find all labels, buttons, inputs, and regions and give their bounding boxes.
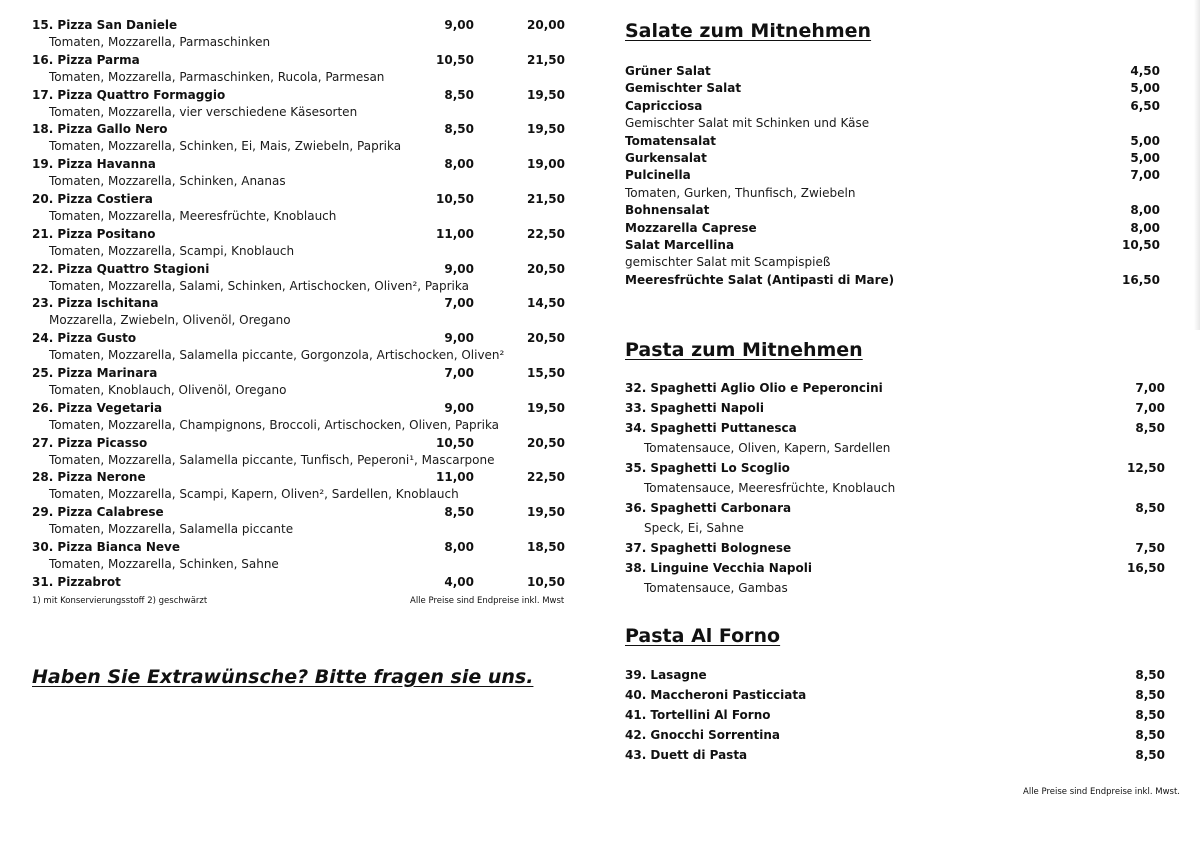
forno-price: 8,50 [1135,668,1165,682]
salad-price: 8,00 [1130,203,1160,218]
pizza-name: 16. Pizza Parma [32,52,140,67]
pizza-price-small: 8,50 [444,87,474,102]
salad-price: 16,50 [1122,272,1160,287]
pizza-description: Tomaten, Mozzarella, Parmaschinken [49,35,271,49]
pizza-price-large: 21,50 [527,52,565,67]
pasta-price: 7,00 [1135,381,1165,395]
pasta-price: 7,50 [1135,541,1165,555]
pizza-price-large: 22,50 [527,226,565,241]
pasta-heading: Pasta zum Mitnehmen [625,339,863,361]
forno-price: 8,50 [1135,688,1165,702]
pasta-name: 32. Spaghetti Aglio Olio e Peperoncini [625,381,883,395]
pizza-name: 17. Pizza Quattro Formaggio [32,87,226,102]
salad-name: Gemischter Salat [625,81,742,96]
salad-name: Tomatensalat [625,133,717,148]
salad-name: Grüner Salat [625,64,711,78]
pizza-name: 25. Pizza Marinara [32,366,158,380]
pizza-price-large: 21,50 [527,192,565,206]
pizza-description: Tomaten, Mozzarella, Salamella piccante, Gorgonzola, Artischocken, Oliven² [49,348,505,363]
salad-name: Gurkensalat [625,151,707,165]
salad-price: 10,50 [1122,238,1160,252]
forno-heading: Pasta Al Forno [625,625,781,647]
salad-description: gemischter Salat mit Scampispieß [625,255,831,270]
pasta-price: 16,50 [1127,561,1165,575]
salad-name: Meeresfrüchte Salat (Antipasti di Mare) [625,272,895,287]
pizza-description: Tomaten, Mozzarella, Schinken, Ananas [49,174,286,189]
pizza-price-large: 19,50 [527,505,565,520]
pizza-price-small: 9,00 [444,18,474,32]
pizza-description: Tomaten, Mozzarella, Schinken, Ei, Mais, Zwiebeln, Paprika [49,139,402,154]
pizza-price-large: 20,50 [527,435,565,450]
salad-price: 8,00 [1130,220,1160,235]
pizza-price-large: 20,50 [527,261,565,276]
pizza-name: 20. Pizza Costiera [32,192,153,206]
pizza-price-large: 19,50 [527,400,565,415]
pizza-description: Tomaten, Mozzarella, Schinken, Sahne [49,557,279,571]
pizza-price-large: 19,50 [527,87,565,102]
salad-price: 5,00 [1130,151,1160,165]
pizza-price-small: 8,50 [444,505,474,520]
forno-price: 8,50 [1135,708,1165,722]
pizza-price-small: 9,00 [444,400,474,415]
pasta-name: 36. Spaghetti Carbonara [625,501,792,515]
pizza-price-small: 7,00 [444,296,474,311]
pizza-description: Mozzarella, Zwiebeln, Olivenöl, Oregano [49,313,291,328]
pizza-description: Tomaten, Mozzarella, Meeresfrüchte, Knoblauch [49,209,337,223]
pizza-price-large: 19,00 [527,157,565,172]
salad-name: Capricciosa [625,98,703,113]
pizza-price-small: 8,00 [444,157,474,172]
pizza-name: 15. Pizza San Daniele [32,18,178,32]
pasta-description: Tomatensauce, Oliven, Kapern, Sardellen [644,441,891,455]
pizza-description: Tomaten, Mozzarella, Parmaschinken, Rucola, Parmesan [49,69,385,84]
pizza-name: 23. Pizza Ischitana [32,296,159,311]
pasta-price: 8,50 [1135,501,1165,515]
salad-description: Tomaten, Gurken, Thunfisch, Zwiebeln [625,185,856,200]
forno-price: 8,50 [1135,748,1165,762]
pizza-price-small: 8,50 [444,122,474,137]
salad-description: Gemischter Salat mit Schinken und Käse [625,116,870,131]
salad-price: 5,00 [1130,133,1160,148]
extra-wishes-slogan: Haben Sie Extrawünsche? Bitte fragen sie uns. [32,666,534,688]
pizza-description: Tomaten, Mozzarella, vier verschiedene Käsesorten [49,104,358,119]
pizza-name: 29. Pizza Calabrese [32,505,164,520]
salad-name: Mozzarella Caprese [625,220,757,235]
pasta-name: 35. Spaghetti Lo Scoglio [625,461,790,475]
pizza-price-small: 9,00 [444,261,474,276]
pizza-price-small: 7,00 [444,366,474,380]
pizza-name: 28. Pizza Nerone [32,470,146,485]
pasta-name: 38. Linguine Vecchia Napoli [625,561,812,575]
pizza-name: 30. Pizza Bianca Neve [32,540,181,554]
forno-name: 43. Duett di Pasta [625,748,748,762]
salad-price: 7,00 [1130,168,1160,183]
pizza-name: 19. Pizza Havanna [32,157,156,172]
pizza-name: 26. Pizza Vegetaria [32,400,163,415]
pasta-price: 12,50 [1127,461,1165,475]
pasta-description: Tomatensauce, Meeresfrüchte, Knoblauch [644,481,896,495]
forno-name: 39. Lasagne [625,668,707,682]
left-price-note: Alle Preise sind Endpreise inkl. Mwst [410,596,565,606]
pasta-name: 33. Spaghetti Napoli [625,401,765,415]
pizza-price-small: 4,00 [444,574,474,589]
pizza-price-small: 9,00 [444,331,474,346]
pizza-price-large: 14,50 [527,296,565,311]
pasta-name: 34. Spaghetti Puttanesca [625,421,797,435]
footnote-additives: 1) mit Konservierungsstoff 2) geschwärzt [32,596,208,606]
salad-price: 6,50 [1130,98,1160,113]
pizza-price-large: 20,50 [527,331,565,346]
pasta-description: Tomatensauce, Gambas [644,581,788,595]
pizza-price-small: 11,00 [436,226,474,241]
pizza-description: Tomaten, Mozzarella, Salami, Schinken, Artischocken, Oliven², Paprika [49,278,469,293]
pasta-name: 37. Spaghetti Bolognese [625,541,792,555]
pizza-name: 21. Pizza Positano [32,226,156,241]
pizza-name: 31. Pizzabrot [32,574,121,589]
pizza-price-large: 22,50 [527,470,565,485]
pizza-description: Tomaten, Knoblauch, Olivenöl, Oregano [49,383,287,397]
pizza-name: 18. Pizza Gallo Nero [32,122,168,137]
pizza-name: 24. Pizza Gusto [32,331,137,346]
pasta-description: Speck, Ei, Sahne [644,521,744,535]
pizza-price-small: 10,50 [436,192,474,206]
pizza-price-large: 18,50 [527,540,565,554]
forno-price: 8,50 [1135,728,1165,742]
salad-price: 4,50 [1130,64,1160,78]
pizza-description: Tomaten, Mozzarella, Salamella piccante, Tunfisch, Peperoni¹, Mascarpone [49,452,495,467]
forno-name: 40. Maccheroni Pasticciata [625,688,807,702]
salad-name: Salat Marcellina [625,238,735,252]
pizza-description: Tomaten, Mozzarella, Salamella piccante [49,522,294,537]
pizza-price-large: 20,00 [527,18,565,32]
pasta-price: 8,50 [1135,421,1165,435]
pizza-price-small: 10,50 [436,435,474,450]
pizza-description: Tomaten, Mozzarella, Champignons, Broccoli, Artischocken, Oliven, Paprika [49,417,500,432]
salad-name: Pulcinella [625,168,691,183]
pizza-name: 22. Pizza Quattro Stagioni [32,261,210,276]
pizza-price-small: 11,00 [436,470,474,485]
page-edge-shadow [1194,0,1200,330]
pizza-price-small: 8,00 [444,540,474,554]
pizza-price-large: 19,50 [527,122,565,137]
salate-heading: Salate zum Mitnehmen [625,20,872,42]
forno-name: 42. Gnocchi Sorrentina [625,728,781,742]
forno-name: 41. Tortellini Al Forno [625,708,771,722]
pizza-description: Tomaten, Mozzarella, Scampi, Knoblauch [49,243,295,258]
salad-price: 5,00 [1130,81,1160,96]
pizza-price-small: 10,50 [436,52,474,67]
pizza-name: 27. Pizza Picasso [32,435,148,450]
pizza-description: Tomaten, Mozzarella, Scampi, Kapern, Oliven², Sardellen, Knoblauch [49,487,459,502]
pasta-price: 7,00 [1135,401,1165,415]
pizza-price-large: 10,50 [527,574,565,589]
salad-name: Bohnensalat [625,203,710,218]
pizza-price-large: 15,50 [527,366,565,380]
right-price-note: Alle Preise sind Endpreise inkl. Mwst. [1023,787,1180,797]
